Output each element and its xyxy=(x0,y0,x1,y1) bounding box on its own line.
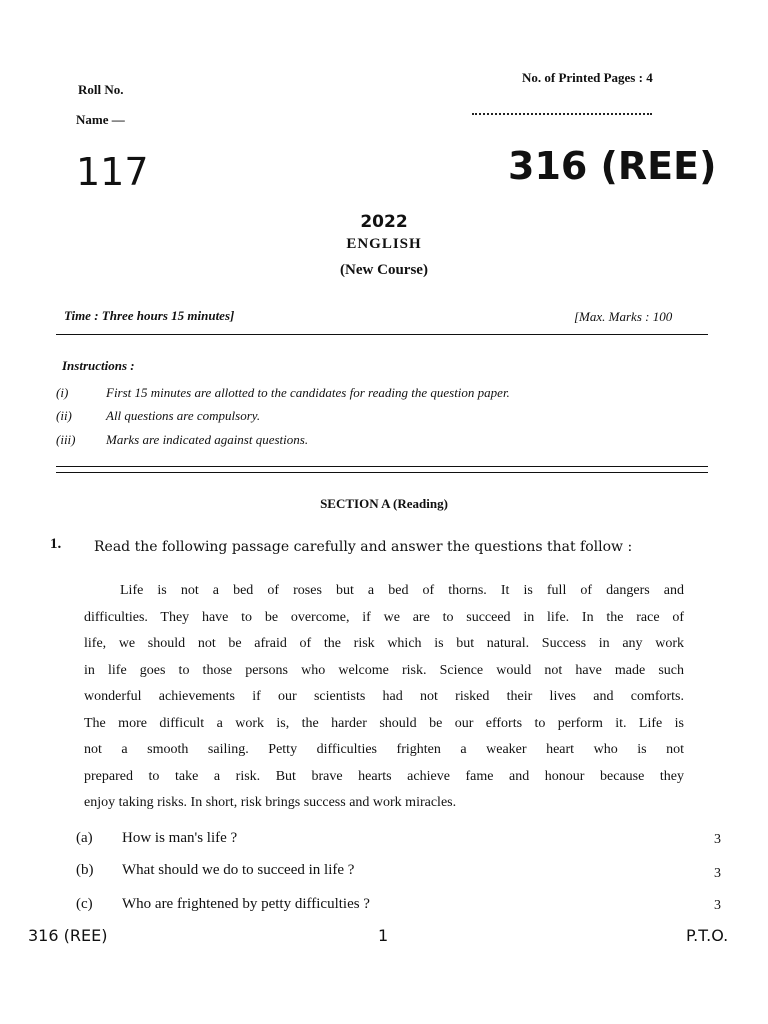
instructions-title: Instructions : xyxy=(62,358,135,373)
sub-question xyxy=(76,896,370,913)
sub-question-text: How is man's life ? xyxy=(122,830,238,846)
passage-line: enjoy taking risks. In short, risk brings success and work miracles. xyxy=(84,795,457,810)
max-marks-label: [Max. Marks : 100 xyxy=(574,309,673,324)
sub-question xyxy=(76,862,354,879)
paper-code: 316 (REE) xyxy=(508,144,717,188)
passage-line: in life goes to those persons who welcome risk. Science would not have made such xyxy=(84,662,684,678)
passage-line: Life is not a bed of roses but a bed of thorns. It is full of dangers and xyxy=(120,583,684,598)
passage-line: difficulties. They have to be overcome, if we are to succeed in life. In the race of xyxy=(84,609,684,625)
passage-line: not a smooth sailing. Petty difficulties frighten a weaker heart who is not xyxy=(84,742,684,757)
sub-question-label: (c) xyxy=(76,896,93,912)
passage-line: life, we should not be afraid of the risk which is but natural. Success in any work xyxy=(84,636,684,651)
sub-question-text: Who are frightened by petty difficulties ? xyxy=(122,896,370,912)
signature-dotted-line xyxy=(472,113,652,115)
instruction-text: First 15 minutes are allotted to the candidates for reading the question paper. xyxy=(106,385,510,400)
paper-number: 117 xyxy=(76,150,149,194)
passage-line: The more difficult a work is, the harder should be our efforts to perform it. Life is xyxy=(84,715,684,731)
divider xyxy=(56,466,708,467)
exam-subject: ENGLISH xyxy=(346,236,422,252)
instruction-number: (ii) xyxy=(56,408,72,423)
instruction-number: (i) xyxy=(56,385,69,400)
sub-question-label: (b) xyxy=(76,862,94,878)
sub-question-marks: 3 xyxy=(714,866,721,881)
sub-question-marks: 3 xyxy=(714,898,721,913)
please-turn-over: P.T.O. xyxy=(686,926,729,945)
section-title: SECTION A (Reading) xyxy=(320,496,448,511)
instruction-text: Marks are indicated against questions. xyxy=(106,432,309,447)
question-number: 1. xyxy=(50,536,62,552)
time-label: Time : Three hours 15 minutes] xyxy=(64,308,235,323)
exam-course: (New Course) xyxy=(340,262,428,278)
sub-question-marks: 3 xyxy=(714,832,721,847)
divider xyxy=(56,472,708,473)
divider xyxy=(56,334,708,335)
instruction-item xyxy=(56,432,308,448)
passage-line: wonderful achievements if our scientists had not risked their lives and comforts. xyxy=(84,689,684,704)
reading-passage xyxy=(84,578,684,817)
sub-question-text: What should we do to succeed in life ? xyxy=(122,862,355,878)
instruction-item xyxy=(56,408,260,424)
roll-number-label: Roll No. xyxy=(78,82,124,97)
sub-question xyxy=(76,830,237,847)
instruction-number: (iii) xyxy=(56,432,76,447)
page-number: 1 xyxy=(378,926,389,945)
printed-pages-label: No. of Printed Pages : 4 xyxy=(522,70,653,85)
passage-line: prepared to take a risk. But brave hearts achieve fame and honour because they xyxy=(84,768,684,784)
exam-year: 2022 xyxy=(360,212,408,232)
footer-paper-code: 316 (REE) xyxy=(28,926,108,945)
question-instruction: Read the following passage carefully and answer the questions that follow : xyxy=(94,539,633,555)
instruction-text: All questions are compulsory. xyxy=(106,408,261,423)
sub-question-label: (a) xyxy=(76,830,93,846)
instruction-item xyxy=(56,385,510,401)
name-label: Name — xyxy=(76,112,125,127)
